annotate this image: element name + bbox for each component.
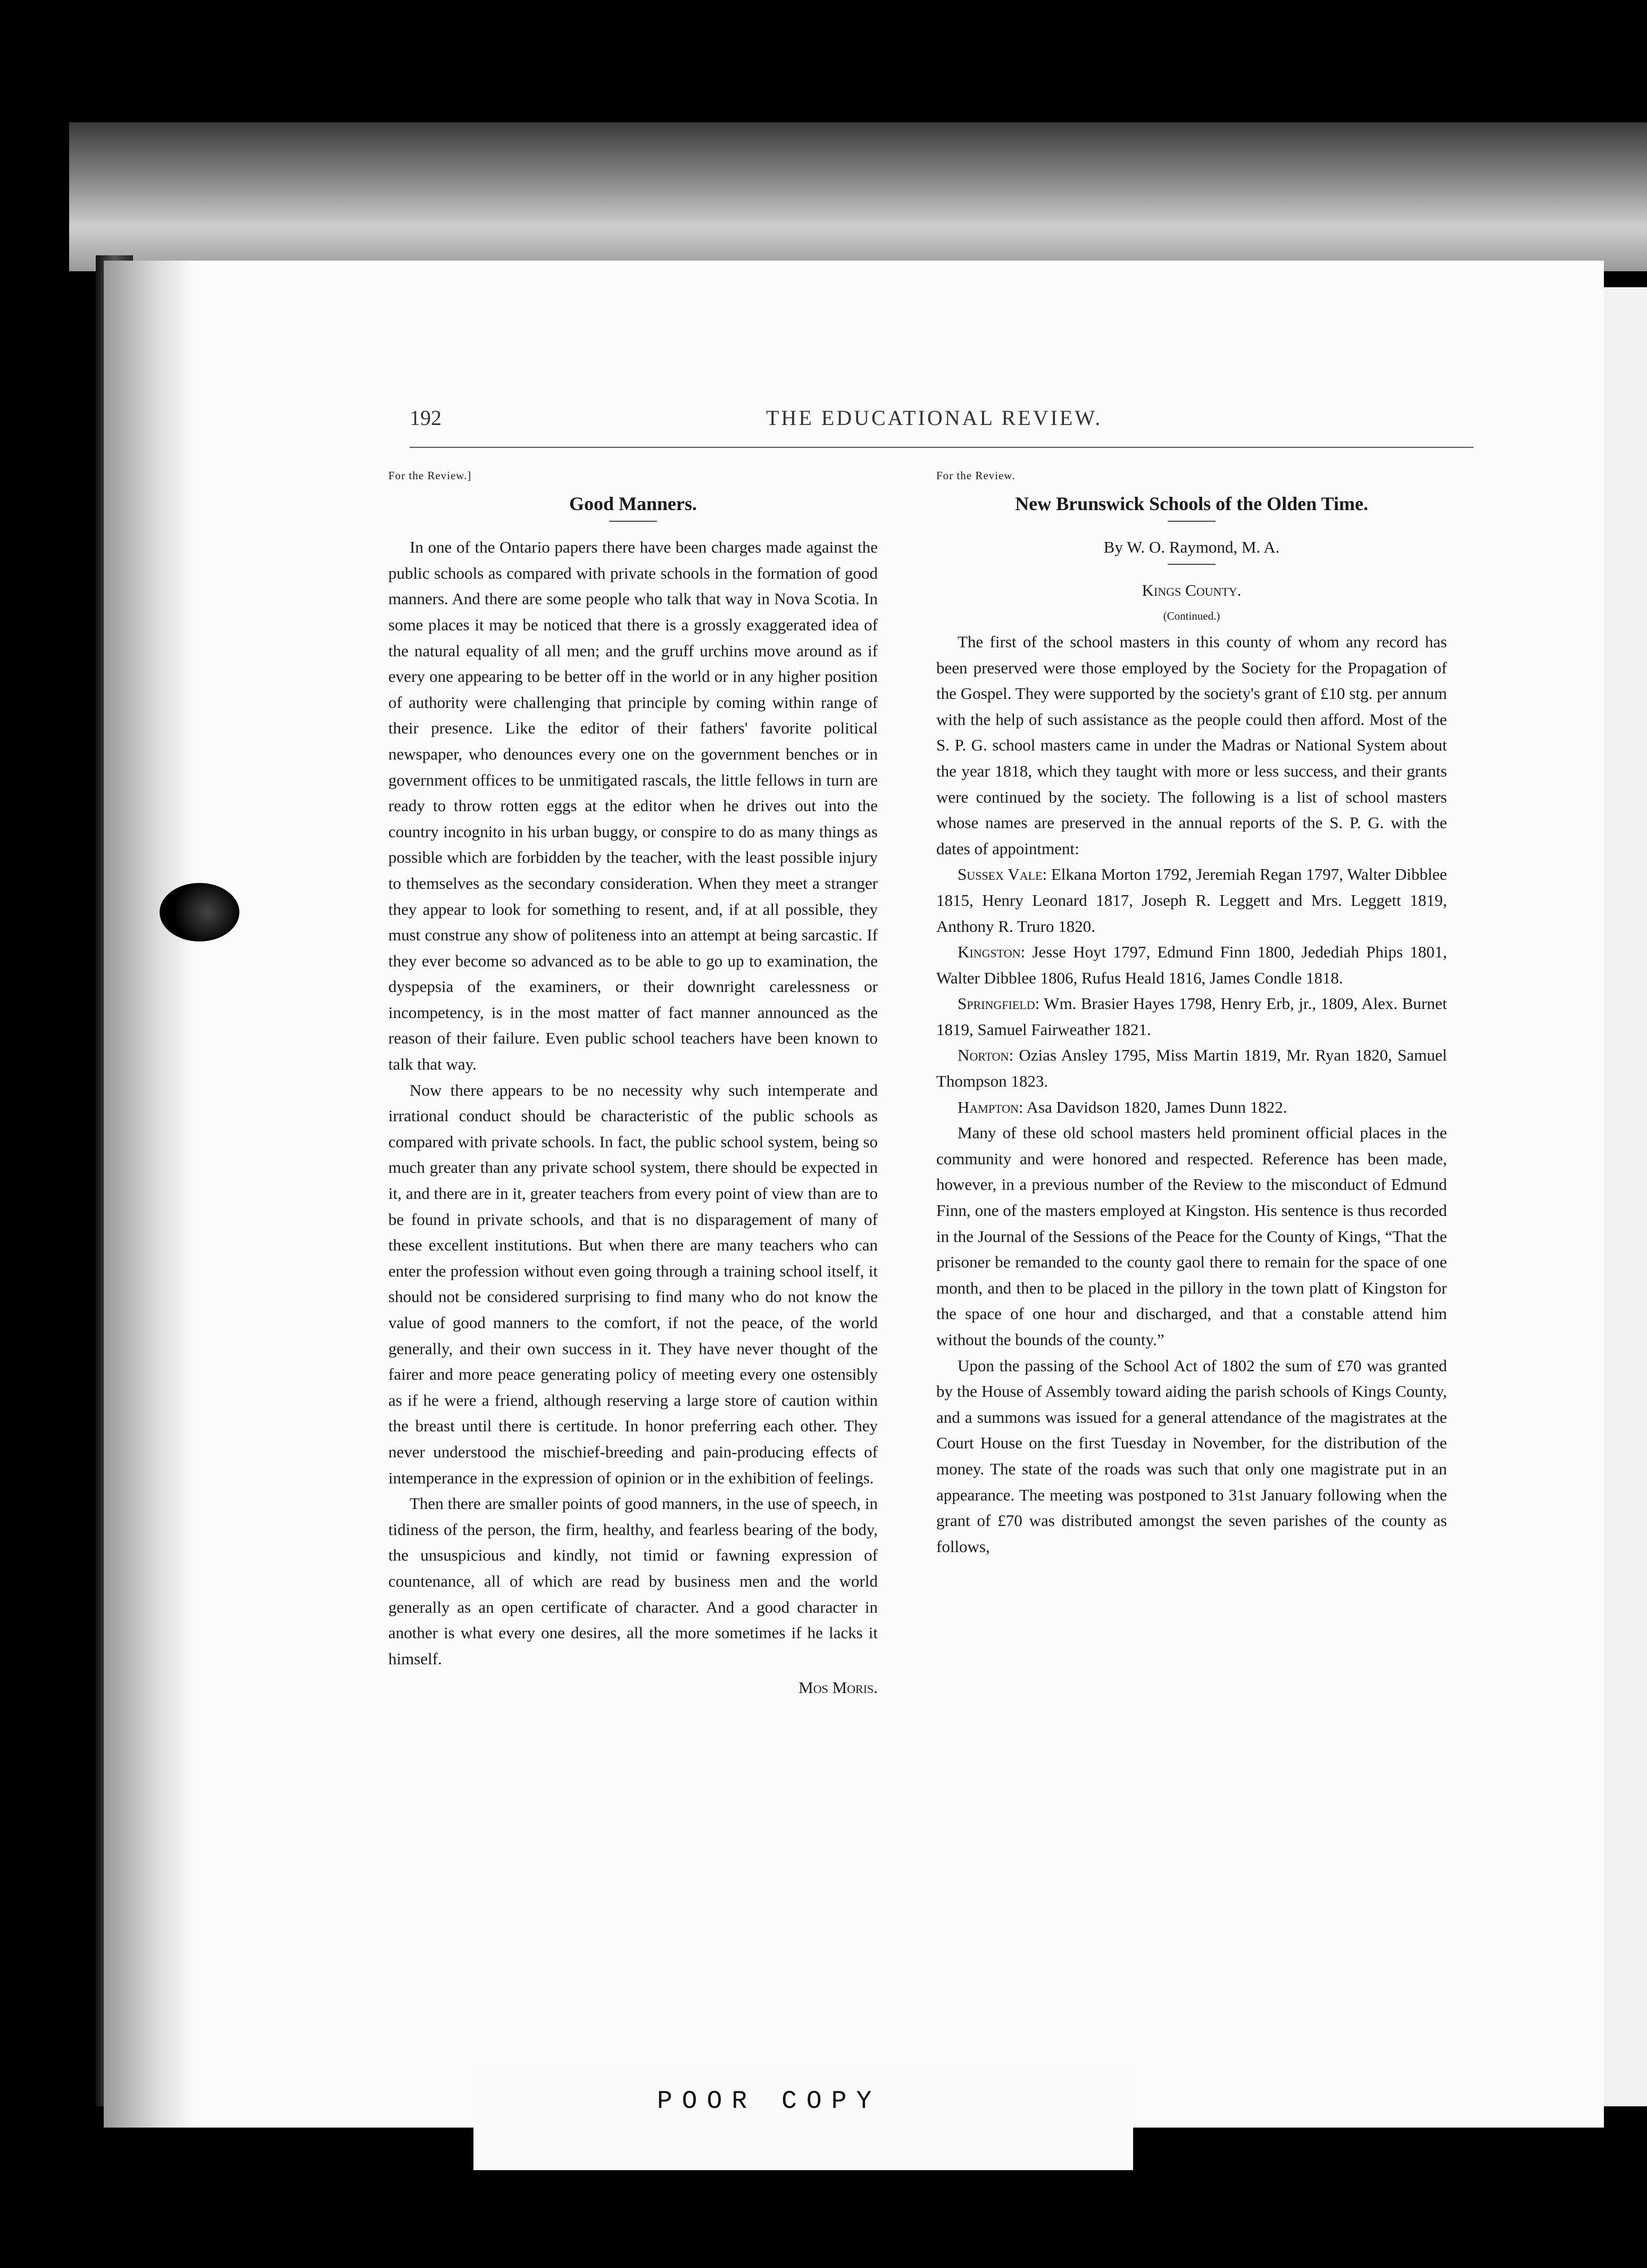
schoolmaster-entry	[936, 939, 1447, 991]
parish-name: Springfield:	[958, 994, 1040, 1013]
article-paragraph: Then there are smaller points of good manners, in the use of speech, in tidiness of the person, the firm, healthy, and fearless bearing of the body, the unsuspicious and kindly, not timid or fawning expression of countenance, all of which are read by business men and the world generally as an open certificate of character. And a good character in another is what every one desires, all the more sometimes if he lacks it himself.	[388, 1494, 878, 1668]
article-paragraph: Many of these old school masters held prominent official places in the community and were honored and respected. Reference has been made, however, in a previous number of the Review to the misconduct of Edmund Finn, one of the masters employed at Kingston. His sentence is thus recorded in the Journal of the Sessions of the Peace for the County of Kings, “That the prisoner be remanded to the county gaol there to remain for the space of one month, and then to be placed in the pillory in the town platt of Kingston for the space of one hour and discharged, and that a constable attend him without the bounds of the county.”	[936, 1123, 1447, 1349]
entry-text: Elkana Morton 1792, Jeremiah Regan 1797, Walter Dibblee 1815, Henry Leonard 1817, Joseph R. Leggett and Mrs. Leggett 1819, Anthony R. Truro 1820.	[936, 865, 1447, 936]
entry-text: Ozias Ansley 1795, Miss Martin 1819, Mr. Ryan 1820, Samuel Thompson 1823.	[936, 1046, 1447, 1091]
nb-schools-article	[936, 463, 1447, 1560]
section-heading: Kings County.	[1142, 580, 1242, 599]
article-paragraph: Now there appears to be no necessity why such intemperate and irrational conduct should be characteristic of the public schools as compared with private schools. In fact, the public school system, being so much greater than any private school system, there should be expected in it, and there are in it, greater teachers from every point of view than are to be found in private schools, and that is no disparagement of many of these excellent institutions. But when there are many teachers who can enter the profession without even going through a training school itself, it should not be considered surprising to find many who do not know the value of good manners to the comfort, if not the peace, of the world generally, and their own success in it. They have never thought of the fairer and more peace generating policy of meeting every one ostensibly as if he were a friend, although reserving a large store of caution within the breast until there is certitude. In honor preferring each other. They never understood the mischief-breeding and pain-producing effects of intemperance in the expression of opinion or in the exhibition of feelings.	[388, 1080, 878, 1487]
running-title: THE EDUCATIONAL REVIEW.	[766, 406, 1103, 430]
article-kicker: For the Review.	[936, 469, 1016, 482]
continued-note: (Continued.)	[1163, 610, 1220, 623]
byline-rule	[1168, 564, 1216, 565]
schoolmaster-entry	[936, 1095, 1447, 1121]
binding-clip	[160, 883, 239, 941]
gutter-shade	[104, 261, 194, 2128]
poor-copy-stamp	[473, 2064, 1133, 2170]
article-byline: By W. O. Raymond, M. A.	[1103, 538, 1280, 557]
parish-name: Kingston:	[958, 943, 1026, 962]
title-rule	[609, 521, 657, 522]
page-header	[410, 405, 1133, 437]
scanner-shadow-band	[69, 122, 1647, 271]
parish-name: Sussex Vale:	[958, 865, 1047, 884]
schoolmaster-entry	[936, 991, 1447, 1043]
article-paragraph: In one of the Ontario papers there have been charges made against the public schools as compared with private schools in the formation of good manners. And there are some people who talk that way in Nova Scotia. In some places it may be noticed that there is a grossly exaggerated idea of the natural equality of all men; and the gruff urchins move around as if every one appearing to be better off in the world or in any higher position of authority were challenging that principle by coming within range of their presence. Like the editor of their fathers' favorite political newspaper, who denounces every one on the government benches or in government offices to be unmitigated rascals, the little fellows in turn are ready to throw rotten eggs at the editor when he drives out into the country incognito in his urban buggy, or conspire to do as many things as possible which are forbidden by the teacher, with the least possible injury to themselves as the secondary consideration. When they meet a stranger they appear to look for something to resent, and, if at all possible, they must construe any show of politeness into an attempt at being sarcastic. If they ever become so advanced as to be able to go up to examination, the dyspepsia of the examiners, or their downright carelessness or incompetency, is in the most matter of fact manner announced as the reason of their failure. Even public school teachers have been known to talk that way.	[388, 538, 878, 1074]
schoolmaster-entry	[936, 1043, 1447, 1094]
schoolmaster-entry	[936, 862, 1447, 939]
entry-text: Asa Davidson 1820, James Dunn 1822.	[1023, 1097, 1287, 1116]
article-title: Good Manners.	[569, 493, 697, 514]
article-paragraph: The first of the school masters in this county of whom any record has been preserved were those employed by the Society for the Propagation of the Gospel. They were supported by the society's grant of £10 stg. per annum with the help of such assistance as the people could then afford. Most of the S. P. G. school masters came in under the Madras or National System about the year 1818, which they taught with more or less success, and their grants were continued by the society. The following is a list of school masters whose names are preserved in the annual reports of the S. P. G. with the dates of appointment:	[936, 632, 1447, 858]
stamp-text: POOR COPY	[657, 2087, 881, 2116]
entry-text: Jesse Hoyt 1797, Edmund Finn 1800, Jedediah Phips 1801, Walter Dibblee 1806, Rufus Heald 1816, James Condle 1818.	[936, 943, 1447, 987]
article-title: New Brunswick Schools of the Olden Time.	[1015, 493, 1368, 514]
entry-text: Wm. Brasier Hayes 1798, Henry Erb, jr., 1809, Alex. Burnet 1819, Samuel Fairweather 1821.	[936, 994, 1447, 1039]
author-signature: Mos Moris.	[798, 1678, 878, 1697]
parish-name: Hampton:	[958, 1097, 1024, 1116]
article-kicker: For the Review.]	[388, 469, 472, 482]
header-rule	[410, 447, 1474, 448]
article-paragraph: Upon the passing of the School Act of 1802 the sum of £70 was granted by the House of Assembly toward aiding the parish schools of Kings County, and a summons was issued for a general attendance of the magistrates at the Court House on the first Tuesday in November, for the distribution of the money. The state of the roads was such that only one magistrate put in an appearance. The meeting was postponed to 31st January following when the grant of £70 was distributed amongst the seven parishes of the county as follows,	[936, 1356, 1447, 1556]
title-rule	[1168, 521, 1216, 522]
page-number: 192	[410, 406, 442, 430]
parish-name: Norton:	[958, 1046, 1014, 1065]
good-manners-article	[388, 463, 878, 1701]
